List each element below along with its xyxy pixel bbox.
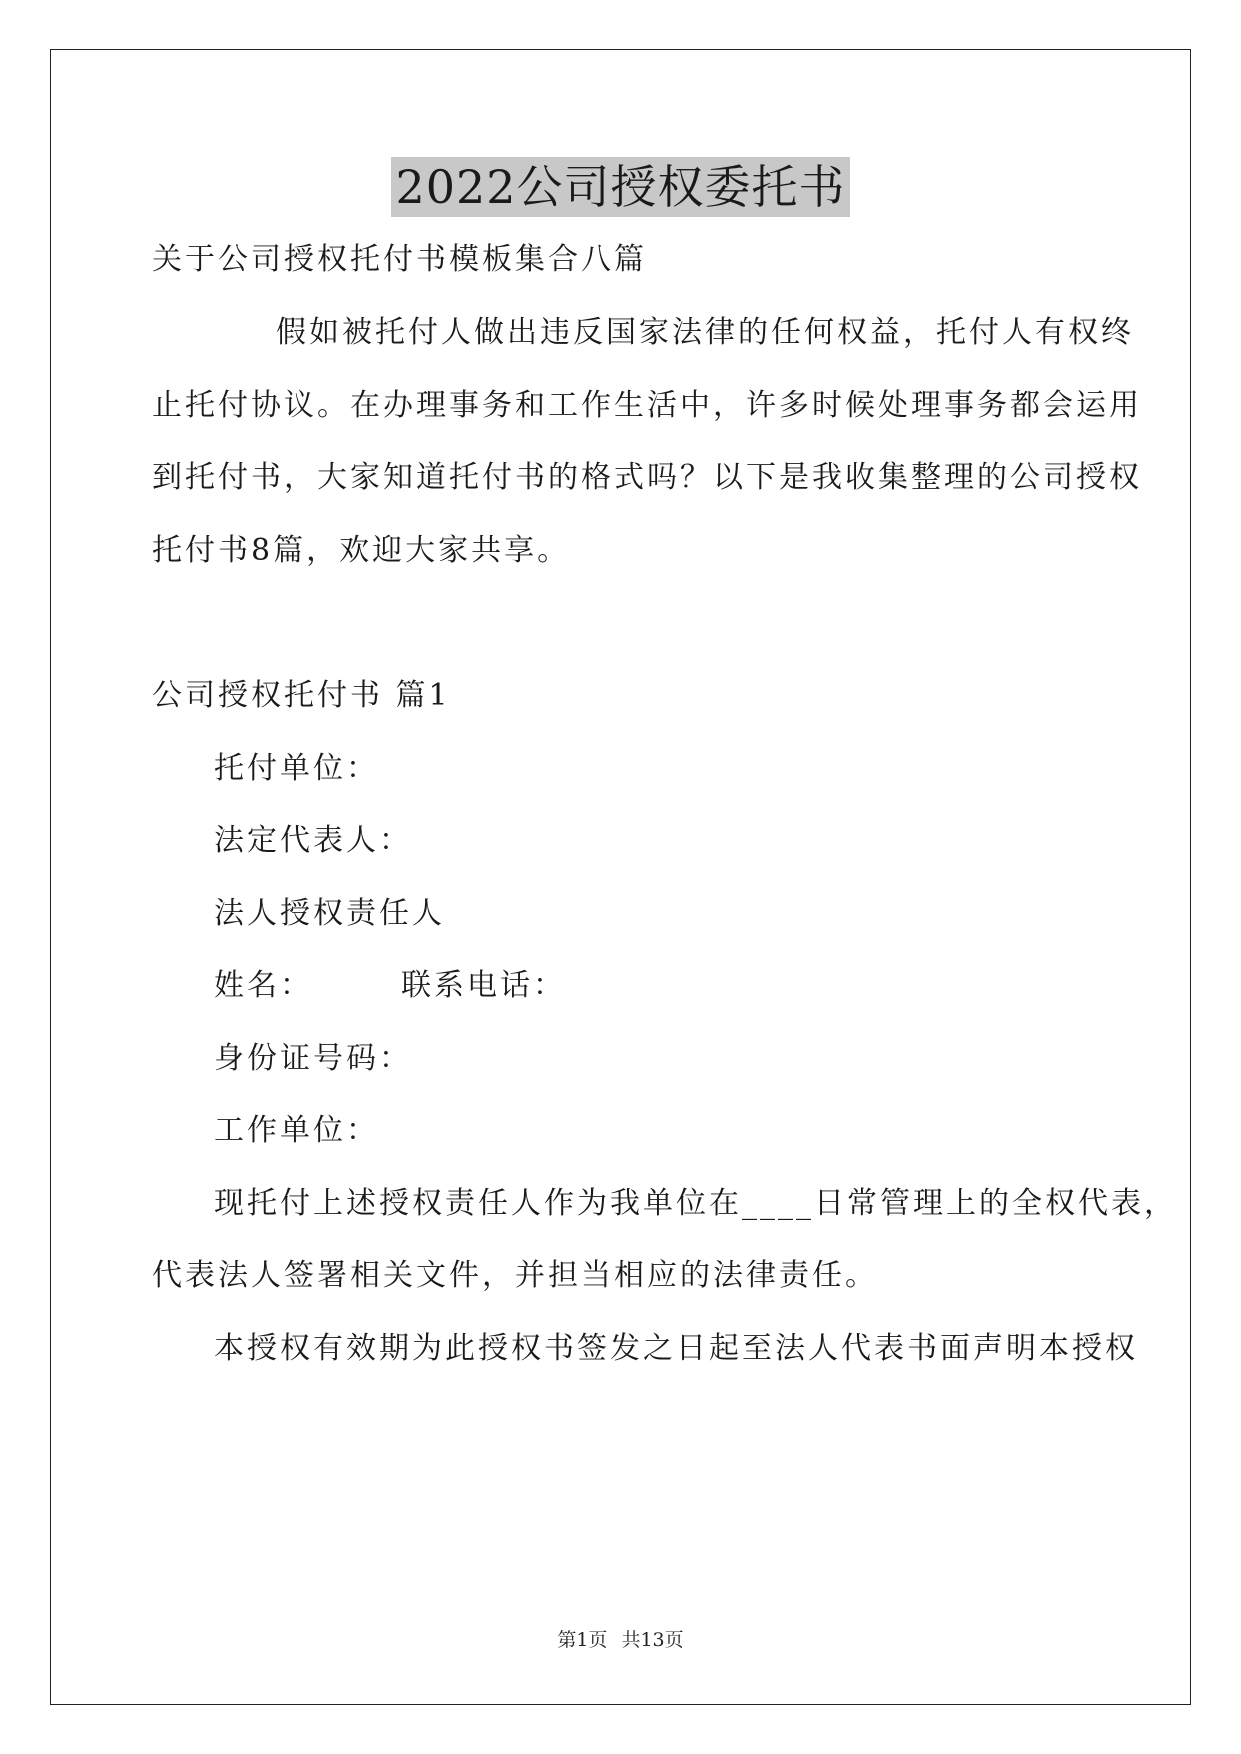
body-line-1: 现托付上述授权责任人作为我单位在____日常管理上的全权代表， xyxy=(214,1186,1177,1221)
intro-line-3: 到托付书，大家知道托付书的格式吗？以下是我收集整理的公司授权 xyxy=(152,460,1142,495)
field-work-unit: 工作单位： xyxy=(214,1113,379,1148)
section-heading: 公司授权托付书 篇1 xyxy=(152,678,451,713)
intro-line-2: 止托付协议。在办理事务和工作生活中，许多时候处理事务都会运用 xyxy=(152,388,1142,423)
field-entrusting-unit: 托付单位： xyxy=(214,751,379,786)
document-title: 2022公司授权委托书 xyxy=(391,157,849,217)
field-legal-rep: 法定代表人： xyxy=(214,823,412,858)
page-border xyxy=(50,49,1191,1705)
body-line-3: 本授权有效期为此授权书签发之日起至法人代表书面声明本授权 xyxy=(214,1331,1138,1366)
field-name-phone-row xyxy=(214,966,566,1006)
intro-line-4: 托付书8篇，欢迎大家共享。 xyxy=(152,533,571,568)
field-authorized-person: 法人授权责任人 xyxy=(214,896,445,931)
page-number: 第1页 xyxy=(557,1629,608,1651)
subtitle: 关于公司授权托付书模板集合八篇 xyxy=(152,242,647,277)
field-phone: 联系电话： xyxy=(401,968,566,1003)
field-id-number: 身份证号码： xyxy=(214,1041,412,1076)
body-line-2: 代表法人签署相关文件，并担当相应的法律责任。 xyxy=(152,1258,878,1293)
total-pages: 共13页 xyxy=(621,1629,684,1651)
page-footer xyxy=(0,1628,1241,1652)
title-block xyxy=(0,157,1241,217)
intro-line-1: 假如被托付人做出违反国家法律的任何权益，托付人有权终 xyxy=(276,315,1134,350)
field-name: 姓名： xyxy=(214,968,313,1003)
